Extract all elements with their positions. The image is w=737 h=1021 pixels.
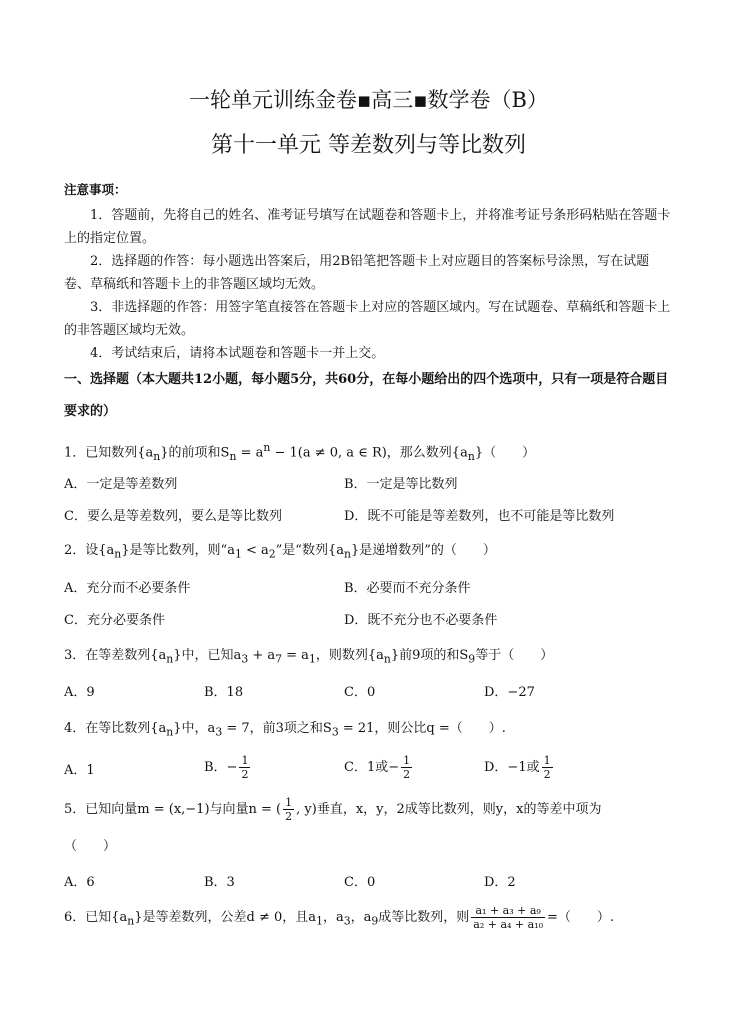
q3-option-d[interactable]: D．−27 [484, 685, 535, 700]
question-5-cont: （ ） [64, 839, 117, 854]
note-item: 1．答题前，先将自己的姓名、准考证号填写在试题卷和答题卡上，并将准考证号条形码粘贴在答题卡上的指定位置。 [64, 208, 671, 246]
page-subtitle: 第十一单元 等差数列与等比数列 [211, 133, 526, 158]
question-1: 1．已知数列$\{a_n\}$的前项和$S_n = a^n - 1(a \ne 0$, a ∈ R)，那么数列$\{a_n\}$（ ） [64, 441, 536, 463]
section-title: 一、选择题（本大题共12小题，每小题5分，共60分，在每小题给出的四个选项中，只有一项是符合题目要求的） [64, 372, 669, 419]
q5-option-a[interactable]: A．6 [64, 875, 95, 890]
note-item: 4．考试结束后，请将本试题卷和答题卡一并上交。 [90, 346, 385, 361]
note-item: 2．选择题的作答：每小题选出答案后，用2B铅笔把答题卡上对应题目的答案标号涂黑，写在试题卷、草稿纸和答题卡上的非答题区域均无效。 [64, 254, 650, 292]
fraction: $\frac{1}{2}$ [543, 754, 551, 781]
fraction: $\frac{1}{2}$ [403, 754, 411, 781]
question-6: 6．已知$\{a_n\}$是等差数列，公差d ≠ 0，且$a_1$，$a_3$，$a_9$成等比数列，则 $\frac{\text{a₁ + a₃ + a₉}}{\text{a₂ + a₄ + a₁₀}}$ =（ ）. [64, 904, 615, 931]
q5-option-d[interactable]: D．2 [484, 875, 516, 890]
question-4: 4．在等比数列$\{a_n\}$中，$a_3 = 7$，前3项之和$S_3 = 21$，则公比q =（ ）. [64, 721, 506, 739]
fraction: $\frac{1}{2}$ [285, 796, 293, 823]
question-5: 5．已知向量m = (x,−1)与向量n = ( $\frac{1}{2}$ , y)垂直，x，y，2成等比数列，则y，x的等差中项为 [64, 796, 602, 823]
q1-option-b[interactable]: B．一定是等比数列 [344, 477, 458, 492]
q2-option-d[interactable]: D．既不充分也不必要条件 [344, 613, 498, 628]
q5-option-b[interactable]: B．3 [204, 875, 235, 890]
q1-option-d[interactable]: D．既不可能是等差数列，也不可能是等比数列 [344, 509, 615, 524]
q3-option-a[interactable]: A．9 [64, 685, 95, 700]
q4-option-d[interactable]: D．−1或 $\frac{1}{2}$ [484, 754, 551, 781]
q2-option-c[interactable]: C．充分必要条件 [64, 613, 165, 628]
question-3: 3．在等差数列$\{a_n\}$中，已知$a_3 + a_7 = a_1$，则数列$\{a_n\}$前9项的和$S_9$等于（ ） [64, 648, 554, 666]
q1-option-a[interactable]: A．一定是等差数列 [64, 477, 178, 492]
q4-option-c[interactable]: C．1或− $\frac{1}{2}$ [344, 754, 411, 781]
q1-option-c[interactable]: C．要么是等差数列，要么是等比数列 [64, 509, 282, 524]
note-item: 3．非选择题的作答：用签字笔直接答在答题卡上对应的答题区域内。写在试题卷、草稿纸和答题卡上的非答题区域均无效。 [64, 300, 671, 338]
notes-heading: 注意事项： [64, 182, 127, 197]
q2-option-b[interactable]: B．必要而不充分条件 [344, 581, 471, 596]
question-2: 2．设$\{a_n\}$是等比数列，则“$a_1 < a_2$”是“数列$\{a_n\}$是递增数列”的（ ） [64, 543, 496, 561]
q2-option-a[interactable]: A．充分而不必要条件 [64, 581, 191, 596]
q4-option-b[interactable]: B．− $\frac{1}{2}$ [204, 754, 249, 781]
page-title: 一轮单元训练金卷▪高三▪数学卷（B） [189, 88, 548, 112]
q4-option-a[interactable]: A．1 [64, 763, 95, 778]
q5-option-c[interactable]: C．0 [344, 875, 376, 890]
q3-option-c[interactable]: C．0 [344, 685, 376, 700]
fraction: $\frac{1}{2}$ [241, 754, 249, 781]
fraction: $\frac{\text{a₁ + a₃ + a₉}}{\text{a₂ + a₄ + a₁₀}}$ [473, 904, 544, 931]
q3-option-b[interactable]: B．18 [204, 685, 244, 700]
